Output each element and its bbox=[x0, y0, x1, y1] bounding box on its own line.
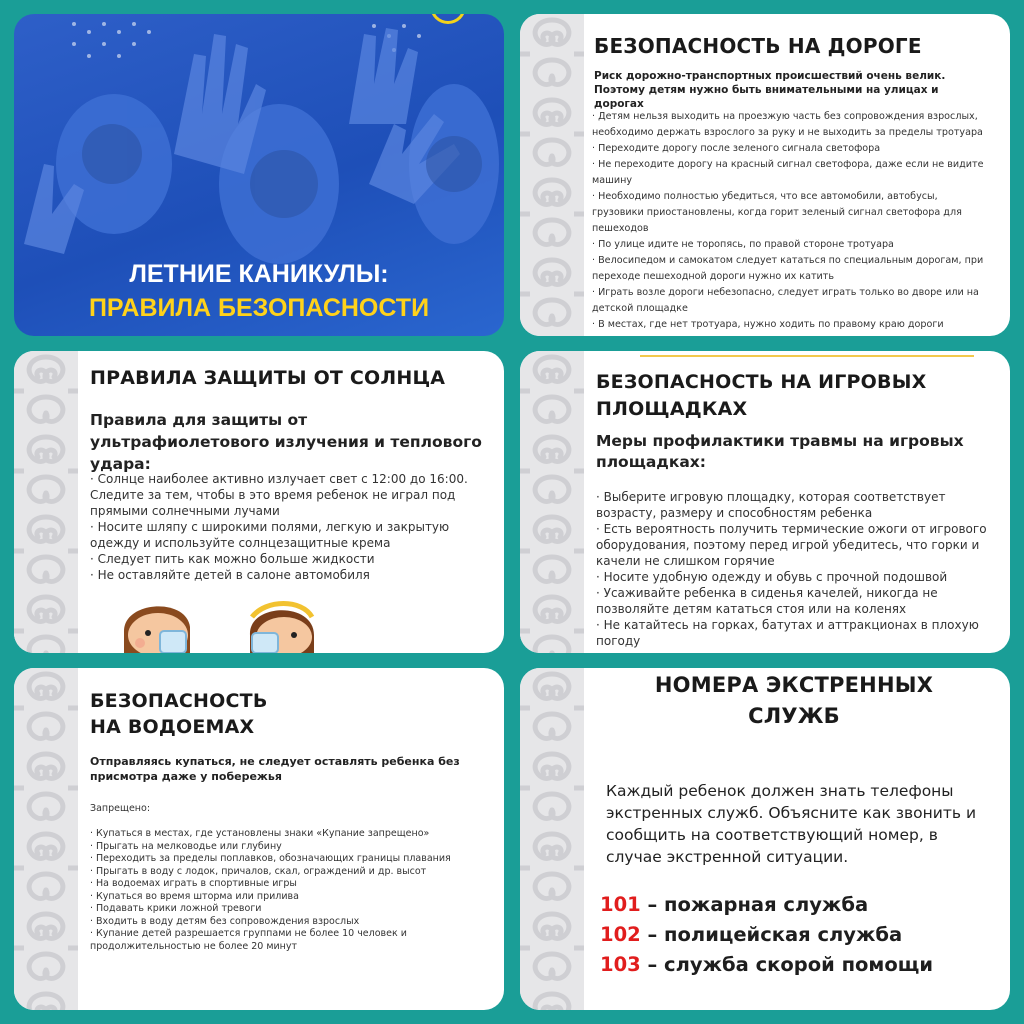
ornament-strip bbox=[14, 668, 78, 1010]
service-name: – полицейская служба bbox=[640, 923, 903, 946]
service-name: – пожарная служба bbox=[640, 893, 869, 916]
list-item: · Носите удобную одежду и обувь с прочной подошвой bbox=[596, 570, 948, 584]
list-item: · Следует пить как можно больше жидкости bbox=[90, 552, 375, 566]
card-water-safety bbox=[14, 668, 504, 1010]
forbidden-label: Запрещено: bbox=[90, 803, 151, 814]
phone-number: 101 bbox=[600, 893, 641, 916]
card-title bbox=[592, 670, 996, 732]
card-title-line1: НОМЕРА ЭКСТРЕННЫХ bbox=[654, 673, 934, 697]
list-item: · Купание детей разрешается группами не более 10 человек и продолжительностью не более 20 минут bbox=[90, 928, 407, 952]
list-item: · Не переходите дорогу на красный сигнал светофора, даже если не видите машину bbox=[592, 159, 984, 186]
card-road-safety bbox=[520, 14, 1010, 336]
rules-list bbox=[596, 489, 992, 649]
list-item: · Велосипедом и самокатом следует кататься по специальным дорогам, при переходе пешеходной дороги нужно их катить bbox=[592, 255, 984, 282]
ornament-strip bbox=[520, 668, 584, 1010]
ornament-strip bbox=[520, 351, 584, 653]
card-subtitle: Правила для защиты от ультрафиолетового излучения и теплового удара: bbox=[90, 411, 482, 473]
card-title: ПРАВИЛА ЗАЩИТЫ ОТ СОЛНЦА bbox=[90, 367, 446, 389]
card-title-line2: НА ВОДОЕМАХ bbox=[90, 716, 255, 738]
list-item: · Носите шляпу с широкими полями, легкую и закрытую одежду и используйте солнцезащитные крема bbox=[90, 520, 450, 550]
list-item: · Купаться во время шторма или прилива bbox=[90, 890, 299, 902]
list-item: · Не оставляйте детей в салоне автомобиля bbox=[90, 568, 370, 582]
boy-drinking-illustration bbox=[116, 591, 206, 653]
emergency-number-row bbox=[600, 920, 992, 950]
card-subtitle: Риск дорожно-транспортных происшествий очень велик. Поэтому детям нужно быть внимательными на улицах и дорогах bbox=[594, 70, 946, 110]
list-item: · Детям нельзя выходить на проезжую часть без сопровождения взрослых, необходимо держать взрослого за руку и не выходить за пределы тротуара bbox=[592, 111, 983, 138]
emergency-number-row bbox=[600, 890, 992, 920]
card-playground-safety bbox=[520, 351, 1010, 653]
list-item: · Прыгать в воду с лодок, причалов, скал, ограждений и др. высот bbox=[90, 865, 427, 877]
emergency-numbers-list bbox=[600, 890, 992, 980]
list-item: · Выберите игровую площадку, которая соответствует возрасту, размеру и способностям ребенка bbox=[596, 490, 946, 520]
list-item: · Солнце наиболее активно излучает свет с 12:00 до 16:00. Следите за тем, чтобы в это время ребенок не играл под прямыми солнечными лучами bbox=[90, 472, 468, 518]
list-item: · На водоемах играть в спортивные игры bbox=[90, 878, 297, 889]
card-title: БЕЗОПАСНОСТЬ НА ДОРОГЕ bbox=[594, 34, 922, 58]
banner-title-line2: ПРАВИЛА БЕЗОПАСНОСТИ bbox=[88, 294, 430, 322]
list-item: · Подавать крики ложной тревоги bbox=[90, 903, 262, 914]
card-title bbox=[90, 688, 268, 740]
list-item: · Не катайтесь на горках, батутах и аттракционах в плохую погоду bbox=[596, 618, 979, 648]
list-item: · Есть вероятность получить термические ожоги от игрового оборудования, поэтому перед игрой убедитесь, что горки и качели не слишком горячие bbox=[596, 522, 987, 568]
service-name: – служба скорой помощи bbox=[640, 953, 933, 976]
card-title-line2: СЛУЖБ bbox=[748, 704, 840, 728]
list-item: · Купаться в местах, где установлены знаки «Купание запрещено» bbox=[90, 828, 430, 839]
rules-list bbox=[592, 109, 986, 333]
ornament-strip bbox=[14, 351, 78, 653]
phone-number: 102 bbox=[600, 923, 641, 946]
card-summer-vacation-banner bbox=[14, 14, 504, 336]
list-item: · Переходите дорогу после зеленого сигнала светофора bbox=[592, 143, 881, 154]
list-item: · По улице идите не торопясь, по правой стороне тротуара bbox=[592, 239, 894, 250]
card-paragraph: Каждый ребенок должен знать телефоны экстренных служб. Объясните как звонить и сообщить на соответствующий номер, в случае экстренной ситуации. bbox=[606, 782, 977, 866]
ornament-strip bbox=[520, 14, 584, 336]
list-item: · Переходить за пределы поплавков, обозначающих границы плавания bbox=[90, 853, 451, 864]
list-item: · Усаживайте ребенка в сиденья качелей, никогда не позволяйте детям кататься стоя или на коленях bbox=[596, 586, 938, 616]
card-subtitle: Меры профилактики травмы на игровых площадках: bbox=[596, 432, 964, 471]
card-sun-protection bbox=[14, 351, 504, 653]
list-item: · В местах, где нет тротуара, нужно ходить по правому краю дороги bbox=[592, 319, 944, 330]
card-title-line1: БЕЗОПАСНОСТЬ bbox=[90, 690, 268, 712]
list-item: · Прыгать на мелководье или глубину bbox=[90, 840, 282, 852]
girl-drinking-illustration bbox=[236, 595, 326, 653]
banner-title-line1: ЛЕТНИЕ КАНИКУЛЫ: bbox=[129, 260, 389, 288]
rules-list bbox=[90, 471, 484, 583]
list-item: · Необходимо полностью убедиться, что все автомобили, автобусы, грузовики приостановлены, когда горит зеленый сигнал светофора для пешеходов bbox=[592, 191, 962, 234]
rules-list bbox=[90, 828, 484, 953]
card-emergency-numbers bbox=[520, 668, 1010, 1010]
list-item: · Играть возле дороги небезопасно, следует играть только во дворе или на детской площадке bbox=[592, 287, 979, 314]
card-subtitle: Отправляясь купаться, не следует оставлять ребенка без присмотра даже у побережья bbox=[90, 755, 460, 783]
phone-number: 103 bbox=[600, 953, 641, 976]
list-item: · Входить в воду детям без сопровождения взрослых bbox=[90, 915, 360, 927]
card-title: БЕЗОПАСНОСТЬ НА ИГРОВЫХ ПЛОЩАДКАХ bbox=[596, 371, 927, 420]
emergency-number-row bbox=[600, 950, 992, 980]
